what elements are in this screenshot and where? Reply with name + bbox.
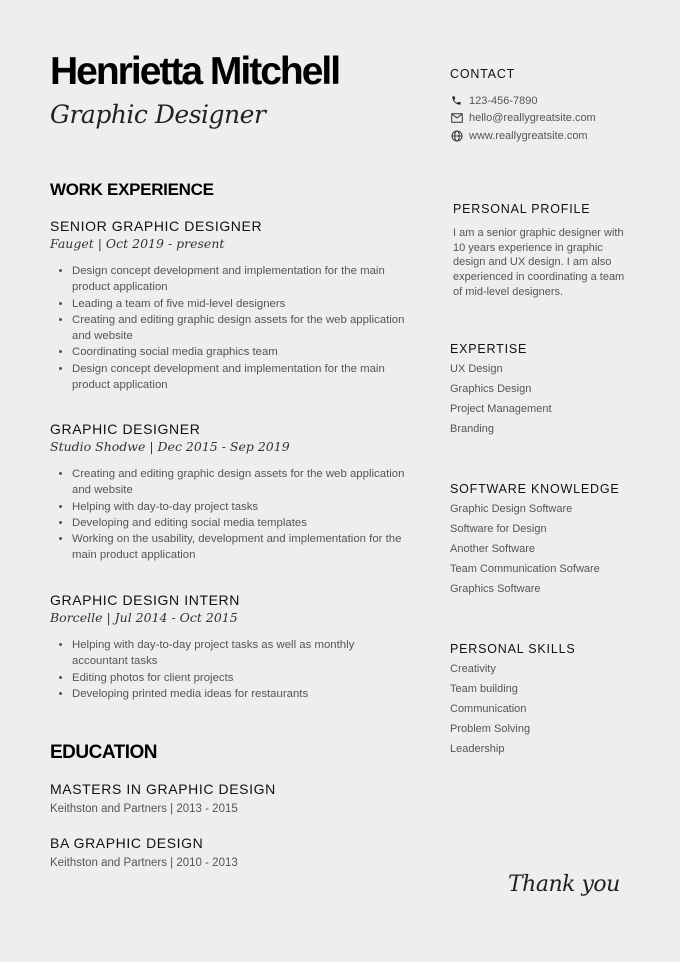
skills-list bbox=[450, 662, 640, 762]
contact-email[interactable]: hello@reallygreatsite.com bbox=[469, 112, 596, 125]
job-entry bbox=[50, 592, 410, 702]
list-item: Communication bbox=[450, 703, 527, 715]
personal-skills-heading: PERSONAL SKILLS bbox=[450, 642, 576, 656]
job-meta: Fauget | Oct 2019 - present bbox=[50, 236, 225, 251]
list-item: UX Design bbox=[450, 363, 503, 375]
job-meta: Studio Shodwe | Dec 2015 - Sep 2019 bbox=[50, 439, 290, 454]
education-heading: EDUCATION bbox=[50, 742, 158, 763]
degree-title: MASTERS IN GRAPHIC DESIGN bbox=[50, 781, 276, 797]
list-item: Problem Solving bbox=[450, 723, 531, 735]
bullet-item: • Design concept development and implementation for the main product application bbox=[72, 361, 410, 394]
job-bullets bbox=[50, 466, 410, 564]
job-entry bbox=[50, 218, 410, 393]
software-list bbox=[450, 502, 640, 602]
contact-section bbox=[450, 67, 640, 145]
personal-profile-section bbox=[453, 202, 643, 300]
job-bullets bbox=[50, 637, 410, 702]
personal-skills-section bbox=[450, 642, 640, 762]
list-item: Project Management bbox=[450, 403, 552, 415]
degree-title: BA GRAPHIC DESIGN bbox=[50, 835, 204, 851]
bullet-item: • Developing and editing social media templates bbox=[72, 515, 410, 531]
work-experience-heading: WORK EXPERIENCE bbox=[50, 180, 214, 199]
contact-phone[interactable]: 123-456-7890 bbox=[469, 94, 538, 107]
job-entry bbox=[50, 421, 410, 564]
candidate-role: Graphic Designer bbox=[50, 100, 266, 129]
phone-icon bbox=[450, 94, 463, 107]
personal-profile-heading: PERSONAL PROFILE bbox=[453, 202, 591, 216]
bullet-item: • Coordinating social media graphics team bbox=[72, 344, 410, 360]
degree-school: Keithston and Partners | 2013 - 2015 bbox=[50, 803, 238, 815]
list-item: Software for Design bbox=[450, 523, 547, 535]
candidate-name: Henrietta Mitchell bbox=[50, 50, 340, 93]
globe-icon bbox=[450, 129, 463, 142]
bullet-item: • Helping with day-to-day project tasks as well as monthly accountant tasks bbox=[72, 637, 410, 670]
bullet-item: • Design concept development and implementation for the main product application bbox=[72, 263, 410, 296]
thank-you-signature: Thank you bbox=[508, 872, 620, 897]
software-knowledge-heading: SOFTWARE KNOWLEDGE bbox=[450, 482, 620, 496]
list-item: Creativity bbox=[450, 663, 496, 675]
bullet-item: • Working on the usability, development and implementation for the main product application bbox=[72, 531, 410, 564]
contact-heading: CONTACT bbox=[450, 67, 516, 81]
bullet-item: • Developing printed media ideas for restaurants bbox=[72, 686, 410, 702]
expertise-section bbox=[450, 342, 640, 442]
expertise-heading: EXPERTISE bbox=[450, 342, 528, 356]
bullet-item: • Leading a team of five mid-level designers bbox=[72, 296, 410, 312]
education-entry bbox=[50, 835, 410, 869]
contact-email-row bbox=[450, 110, 640, 128]
list-item: Leadership bbox=[450, 743, 505, 755]
contact-website[interactable]: www.reallygreatsite.com bbox=[469, 129, 588, 142]
education-entry bbox=[50, 781, 410, 815]
bullet-item: • Editing photos for client projects bbox=[72, 670, 410, 686]
contact-phone-row bbox=[450, 92, 640, 110]
personal-profile-text: I am a senior graphic designer with 10 years experience in graphic design and UX design. I am also experienced in coordinating a team of mid-level designers. bbox=[453, 227, 625, 298]
job-title: SENIOR GRAPHIC DESIGNER bbox=[50, 218, 263, 234]
bullet-item: • Creating and editing graphic design assets for the web application and website bbox=[72, 466, 410, 499]
list-item: Graphics Software bbox=[450, 583, 541, 595]
job-meta: Borcelle | Jul 2014 - Oct 2015 bbox=[50, 610, 238, 625]
list-item: Branding bbox=[450, 423, 495, 435]
list-item: Another Software bbox=[450, 543, 535, 555]
education-heading-block bbox=[50, 742, 410, 764]
job-bullets bbox=[50, 263, 410, 393]
work-experience-heading-block bbox=[50, 180, 410, 200]
list-item: Team Communication Sofware bbox=[450, 563, 600, 575]
mail-icon bbox=[450, 112, 463, 125]
software-knowledge-section bbox=[450, 482, 640, 602]
list-item: Graphic Design Software bbox=[450, 503, 573, 515]
degree-school: Keithston and Partners | 2010 - 2013 bbox=[50, 857, 238, 869]
expertise-list bbox=[450, 362, 640, 442]
bullet-item: • Helping with day-to-day project tasks bbox=[72, 499, 410, 515]
list-item: Team building bbox=[450, 683, 518, 695]
list-item: Graphics Design bbox=[450, 383, 532, 395]
job-title: GRAPHIC DESIGNER bbox=[50, 421, 201, 437]
job-title: GRAPHIC DESIGN INTERN bbox=[50, 592, 240, 608]
contact-website-row bbox=[450, 127, 640, 145]
bullet-item: • Creating and editing graphic design assets for the web application and website bbox=[72, 312, 410, 345]
